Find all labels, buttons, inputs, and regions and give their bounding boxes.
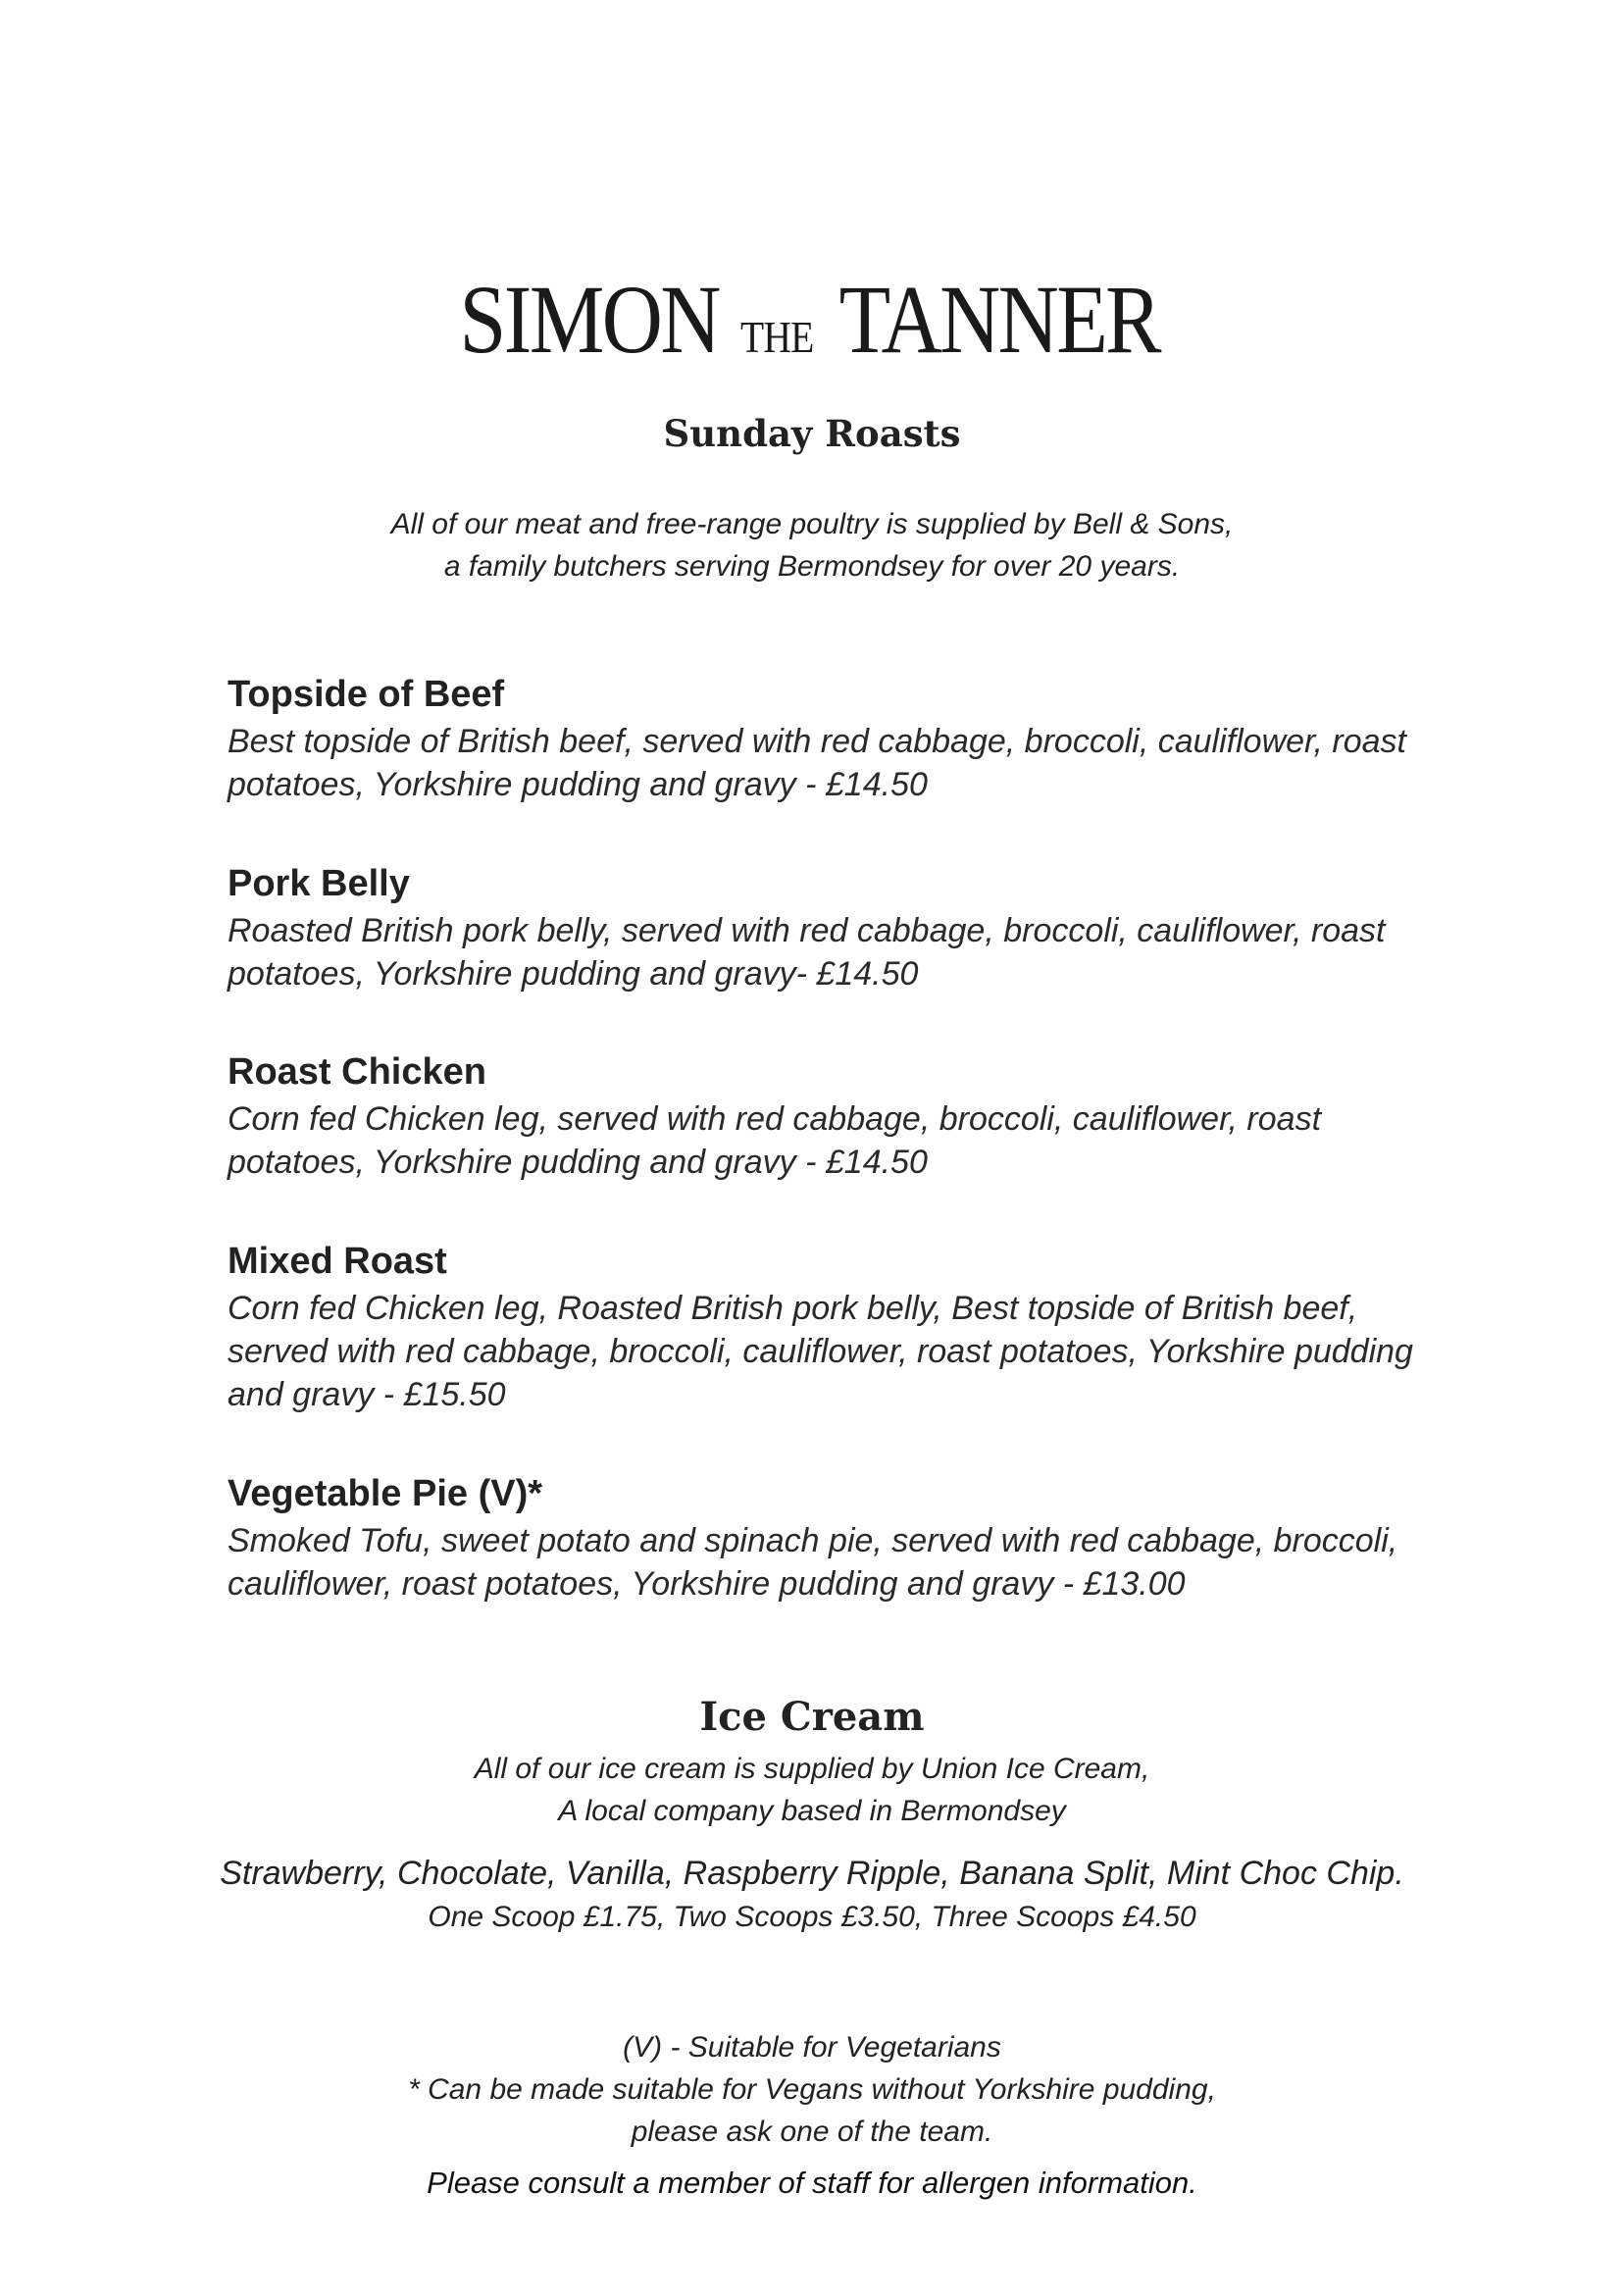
logo-word-simon: SIMON — [459, 265, 720, 374]
roasts-intro — [0, 503, 1624, 587]
section-title-sunday-roasts: Sunday Roasts — [663, 412, 961, 455]
menu-item-name: Roast Chicken — [228, 1051, 486, 1093]
logo-word-tanner: TANNER — [838, 265, 1160, 374]
description-line: Corn fed Chicken leg, served with red cabbage, broccoli, cauliflower, roast — [228, 1100, 1322, 1138]
description-line: potatoes, Yorkshire pudding and gravy- £14.50 — [228, 955, 919, 993]
menu-item-description — [228, 1097, 1424, 1184]
description-line: Corn fed Chicken leg, Roasted British pork belly, Best topside of British beef, — [228, 1290, 1358, 1327]
menu-item-description — [228, 1519, 1424, 1606]
description-line: Smoked Tofu, sweet potato and spinach pie, served with red cabbage, broccoli, — [228, 1522, 1398, 1559]
menu-item-mixed-roast — [228, 1238, 1424, 1416]
menu-item-description — [228, 1287, 1424, 1416]
logo-word-the: THE — [739, 312, 814, 362]
menu-item-name: Mixed Roast — [228, 1241, 447, 1282]
menu-item-name: Topside of Beef — [228, 674, 505, 715]
ice-cream-flavours: Strawberry, Chocolate, Vanilla, Raspberry Ripple, Banana Split, Mint Choc Chip. — [220, 1855, 1404, 1892]
description-line: potatoes, Yorkshire pudding and gravy - £14.50 — [228, 766, 928, 803]
description-line: cauliflower, roast potatoes, Yorkshire pudding and gravy - £13.00 — [228, 1565, 1186, 1603]
roasts-intro-line: All of our meat and free-range poultry is supplied by Bell & Sons, — [390, 508, 1234, 540]
roasts-intro-line: a family butchers serving Bermondsey for over 20 years. — [443, 550, 1181, 583]
ice-cream-intro-line: All of our ice cream is supplied by Union Ice Cream, — [474, 1753, 1150, 1785]
ice-cream-prices: One Scoop £1.75, Two Scoops £3.50, Three Scoops £4.50 — [428, 1901, 1196, 1933]
menu-item-name: Pork Belly — [228, 863, 410, 904]
dietary-notes — [0, 2026, 1624, 2153]
note-line-vegetarian: (V) - Suitable for Vegetarians — [623, 2031, 1001, 2064]
description-line: potatoes, Yorkshire pudding and gravy - £14.50 — [228, 1144, 928, 1181]
menu-item-description — [228, 909, 1424, 995]
menu-item-name: Vegetable Pie (V)* — [228, 1473, 543, 1514]
description-line: and gravy - £15.50 — [228, 1376, 506, 1413]
menu-item-roast-chicken — [228, 1048, 1424, 1184]
section-title-ice-cream: Ice Cream — [699, 1694, 925, 1740]
ice-cream-intro-line: A local company based in Bermondsey — [558, 1795, 1066, 1827]
menu-item-topside-of-beef — [228, 671, 1424, 806]
restaurant-logo — [0, 265, 1624, 374]
note-line-ask-team: please ask one of the team. — [631, 2116, 993, 2148]
description-line: Best topside of British beef, served with red cabbage, broccoli, cauliflower, roast — [228, 723, 1406, 760]
menu-item-pork-belly — [228, 860, 1424, 995]
menu-item-description — [228, 720, 1424, 806]
description-line: served with red cabbage, broccoli, cauliflower, roast potatoes, Yorkshire pudding — [228, 1333, 1413, 1370]
description-line: Roasted British pork belly, served with red cabbage, broccoli, cauliflower, roast — [228, 912, 1386, 949]
menu-item-vegetable-pie — [228, 1470, 1424, 1606]
allergen-notice: Please consult a member of staff for allergen information. — [427, 2166, 1197, 2200]
note-line-vegan: * Can be made suitable for Vegans without Yorkshire pudding, — [408, 2073, 1216, 2106]
ice-cream-intro — [0, 1748, 1624, 1832]
